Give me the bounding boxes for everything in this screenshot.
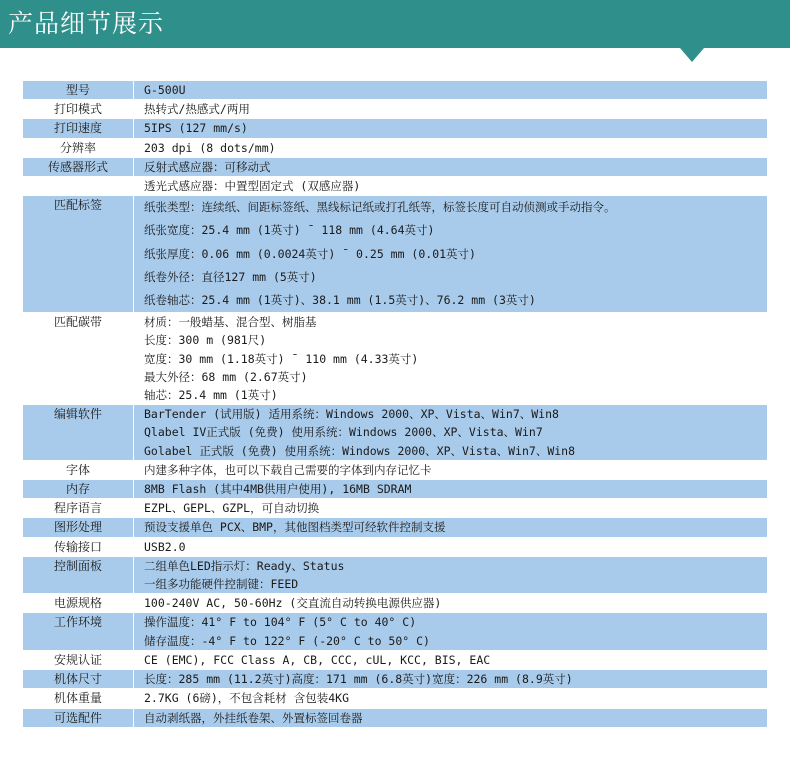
spec-row	[23, 499, 768, 518]
spec-row	[23, 157, 768, 176]
spec-label: 分辨率	[23, 138, 134, 157]
spec-row	[23, 81, 768, 100]
spec-value-line: 材质：一般蜡基、混合型、树脂基	[144, 315, 317, 330]
spec-row	[23, 119, 768, 138]
spec-label: 打印速度	[23, 119, 134, 138]
spec-value-line: 二组单色LED指示灯：Ready、Status	[144, 558, 345, 573]
spec-label: 工作环境	[23, 613, 134, 650]
spec-value	[134, 405, 768, 461]
spec-label: 图形处理	[23, 518, 134, 537]
spec-label: 匹配标签	[23, 196, 134, 313]
spec-label: 安规认证	[23, 650, 134, 669]
spec-value-line: BarTender (试用版) 适用系统：Windows 2000、XP、Vista、Win7、Win8	[144, 407, 559, 422]
spec-value	[134, 480, 768, 499]
spec-row	[23, 650, 768, 669]
spec-label: 传输接口	[23, 537, 134, 556]
spec-value	[134, 100, 768, 119]
spec-value	[134, 594, 768, 613]
spec-label: 机体重量	[23, 689, 134, 708]
spec-value	[134, 460, 768, 479]
spec-row	[23, 480, 768, 499]
spec-value-line: 透光式感应器：中置型固定式 (双感应器)	[144, 179, 361, 194]
spec-value	[134, 670, 768, 689]
spec-row	[23, 689, 768, 708]
spec-label: 字体	[23, 460, 134, 479]
spec-value-line: 纸卷外径：直径127 mm (5英寸)	[144, 269, 317, 284]
spec-row	[23, 670, 768, 689]
spec-value	[134, 499, 768, 518]
spec-value	[134, 177, 768, 196]
spec-value-line: 纸张厚度：0.06 mm (0.0024英寸) ¯ 0.25 mm (0.01英寸)	[144, 246, 476, 261]
spec-value-line: 宽度：30 mm (1.18英寸) ¯ 110 mm (4.33英寸)	[144, 351, 419, 366]
spec-label: 打印模式	[23, 100, 134, 119]
spec-value-line: 长度：300 m (981尺)	[144, 333, 267, 348]
spec-label: 机体尺寸	[23, 670, 134, 689]
spec-value	[134, 518, 768, 537]
spec-value-line: CE (EMC), FCC Class A, CB, CCC, cUL, KCC, BIS, EAC	[144, 652, 491, 667]
spec-value-line: USB2.0	[144, 539, 186, 554]
spec-row	[23, 594, 768, 613]
spec-value-line: 最大外径：68 mm (2.67英寸)	[144, 369, 308, 384]
spec-value	[134, 556, 768, 593]
spec-value-line: Qlabel IV正式版 (免费) 使用系统：Windows 2000、XP、Vista、Win7	[144, 425, 543, 440]
spec-row	[23, 613, 768, 650]
spec-value	[134, 119, 768, 138]
spec-value-line: 操作温度：41° F to 104° F (5° C to 40° C)	[144, 615, 417, 630]
spec-value-line: EZPL、GEPL、GZPL，可自动切换	[144, 501, 320, 516]
spec-value-line: 内建多种字体，也可以下载自己需要的字体到内存记忆卡	[144, 462, 432, 477]
spec-value-line: 100-240V AC, 50-60Hz (交直流自动转换电源供应器)	[144, 596, 442, 611]
spec-row	[23, 100, 768, 119]
spec-value-line: 纸张宽度：25.4 mm (1英寸) ¯ 118 mm (4.64英寸)	[144, 223, 435, 238]
spec-row	[23, 708, 768, 727]
header-banner	[0, 0, 790, 48]
spec-value-line: G-500U	[144, 83, 186, 97]
spec-value	[134, 689, 768, 708]
spec-label: 编辑软件	[23, 405, 134, 461]
spec-value-line: 5IPS (127 mm/s)	[144, 121, 248, 136]
banner-notch	[680, 48, 704, 62]
spec-label: 内存	[23, 480, 134, 499]
spec-label: 型号	[23, 81, 134, 100]
spec-row	[23, 537, 768, 556]
spec-value-line: 2.7KG (6磅)，不包含耗材 含包装4KG	[144, 691, 350, 706]
spec-value-line: 长度：285 mm (11.2英寸)高度：171 mm (6.8英寸)宽度：226 mm (8.9英寸)	[144, 672, 573, 687]
spec-row	[23, 556, 768, 593]
spec-label: 传感器形式	[23, 157, 134, 176]
spec-row	[23, 460, 768, 479]
spec-value-line: 自动剥纸器，外挂纸卷架、外置标签回卷器	[144, 710, 363, 725]
spec-row	[23, 138, 768, 157]
spec-value	[134, 157, 768, 176]
spec-value-line: 预设支援单色 PCX、BMP，其他图档类型可经软件控制支援	[144, 520, 446, 535]
spec-value	[134, 537, 768, 556]
spec-value	[134, 613, 768, 650]
spec-row	[23, 196, 768, 313]
spec-value-line: 热转式/热感式/两用	[144, 102, 250, 117]
spec-value-line: Golabel 正式版 (免费) 使用系统：Windows 2000、XP、Vista、Win7、Win8	[144, 443, 576, 458]
page-title: 产品细节展示	[8, 9, 165, 38]
spec-value-line: 纸卷轴芯：25.4 mm (1英寸)、38.1 mm (1.5英寸)、76.2 mm (3英寸)	[144, 293, 536, 308]
spec-row	[23, 405, 768, 461]
spec-value	[134, 650, 768, 669]
spec-value-line: 一组多功能硬件控制键：FEED	[144, 577, 299, 592]
spec-table-body	[23, 81, 768, 728]
spec-table	[22, 80, 768, 728]
spec-value-line: 8MB Flash (其中4MB供用户使用), 16MB SDRAM	[144, 482, 412, 497]
spec-row	[23, 177, 768, 196]
spec-label: 匹配碳带	[23, 313, 134, 405]
spec-label: 电源规格	[23, 594, 134, 613]
spec-value-line: 203 dpi (8 dots/mm)	[144, 140, 276, 155]
spec-label	[23, 177, 134, 196]
spec-value-line: 反射式感应器：可移动式	[144, 159, 271, 174]
spec-value	[134, 81, 768, 100]
spec-row	[23, 518, 768, 537]
spec-label: 控制面板	[23, 556, 134, 593]
spec-value-line: 纸张类型：连续纸、间距标签纸、黑线标记纸或打孔纸等，标签长度可自动侦测或手动指令。	[144, 200, 616, 215]
spec-value	[134, 313, 768, 405]
spec-label: 可选配件	[23, 708, 134, 727]
spec-value	[134, 196, 768, 313]
spec-value	[134, 708, 768, 727]
spec-value-line: 轴芯：25.4 mm (1英寸)	[144, 388, 278, 403]
spec-value	[134, 138, 768, 157]
spec-value-line: 储存温度：-4° F to 122° F (-20° C to 50° C)	[144, 633, 430, 648]
spec-label: 程序语言	[23, 499, 134, 518]
spec-row	[23, 313, 768, 405]
